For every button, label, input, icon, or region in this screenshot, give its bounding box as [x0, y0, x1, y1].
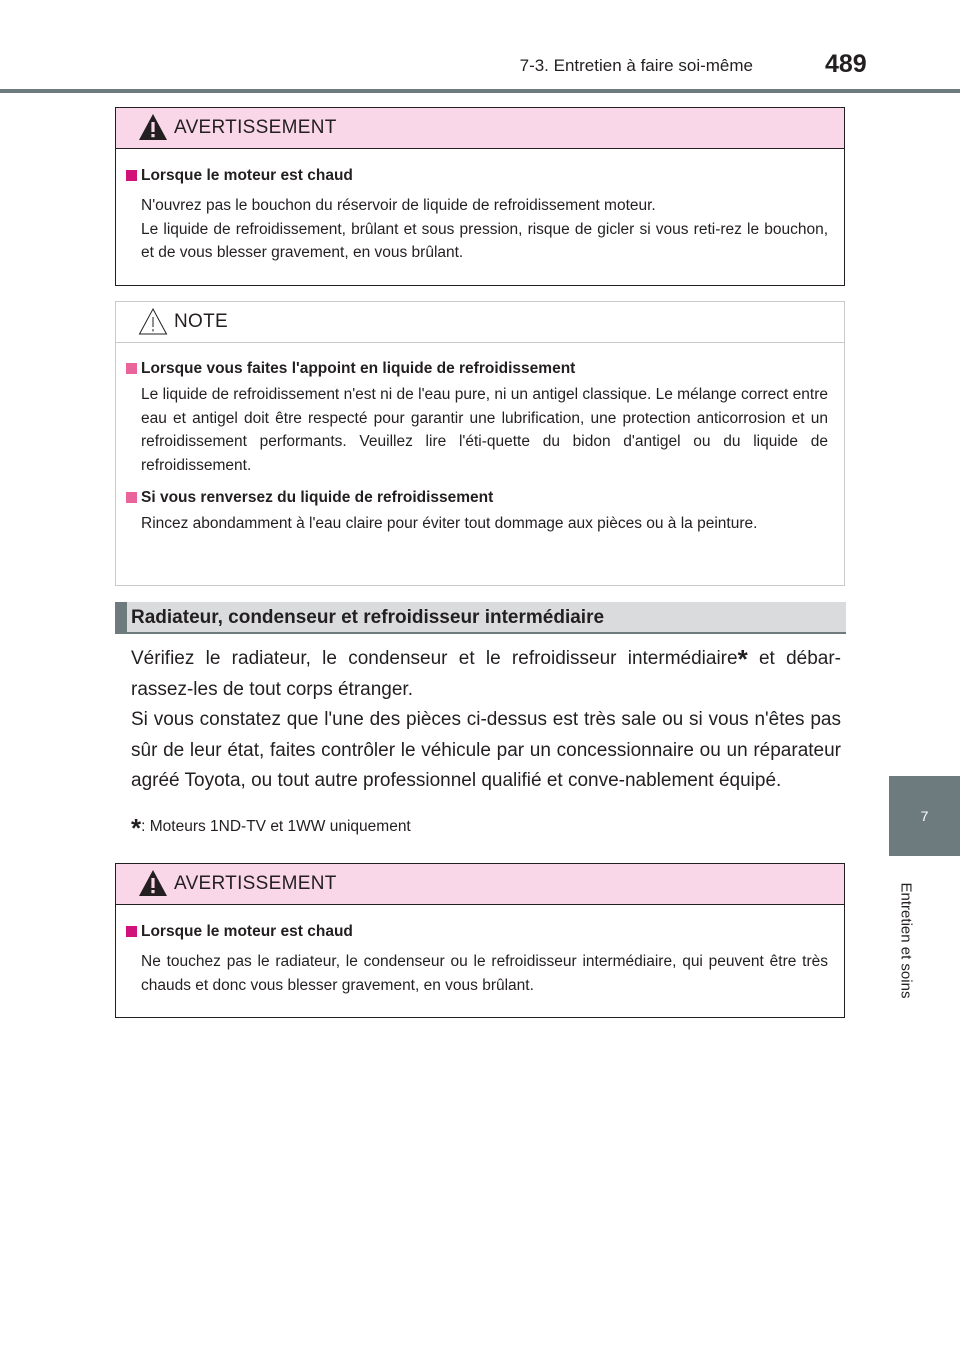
footnote-text: : Moteurs 1ND-TV et 1WW uniquement	[141, 818, 411, 835]
note-box-header	[116, 302, 844, 343]
note-item-heading	[126, 358, 828, 380]
warning-triangle-icon	[138, 113, 168, 141]
header-rule	[0, 89, 960, 93]
warning-item-heading-text: Lorsque le moteur est chaud	[141, 167, 353, 184]
note-item-text: Rincez abondamment à l'eau claire pour éviter tout dommage aux pièces ou à la peinture.	[141, 515, 758, 532]
footnote-marker: *	[737, 644, 748, 674]
warning-box-hot-radiator	[115, 863, 845, 1018]
note-box-coolant	[115, 301, 845, 586]
warning-item-heading	[126, 165, 828, 187]
section-title: Radiateur, condenseur et refroidisseur intermédiaire	[131, 607, 605, 628]
warning-item-text	[126, 194, 828, 265]
section-header	[115, 602, 846, 634]
caution-triangle-outline-icon	[138, 307, 168, 335]
warning-box-header	[116, 864, 844, 905]
warning-item-text: Ne touchez pas le radiateur, le condenseur ou le refroidisseur intermédiaire, qui peuvent être très chauds et donc vous blesser gravement, en vous brûlant.	[141, 953, 828, 994]
warning-box-hot-engine	[115, 107, 845, 286]
section-body	[131, 644, 841, 797]
footnote	[131, 813, 411, 843]
note-item-heading	[126, 487, 828, 509]
bullet-square-icon	[126, 363, 137, 374]
footnote-asterisk: *	[131, 813, 142, 843]
chapter-tab[interactable]: 7	[889, 776, 960, 856]
chapter-label	[888, 870, 924, 1010]
note-item-heading-text: Si vous renversez du liquide de refroidissement	[141, 489, 494, 506]
chapter-title: Entretien et soins	[897, 882, 915, 998]
warning-box-header	[116, 108, 844, 149]
note-item-text: Le liquide de refroidissement n'est ni de l'eau pure, ni un antigel classique. Le mélange correct entre eau et antigel doit être respecté pour garantir une lubrification, une protection anticorrosion et un refroidissement performants. Veuillez lire l'éti-quette du bidon d'antigel ou du liquide de refroidissement.	[141, 386, 828, 474]
note-title: NOTE	[174, 311, 228, 332]
warning-item-heading-text: Lorsque le moteur est chaud	[141, 923, 353, 940]
warning-triangle-icon	[138, 869, 168, 897]
body-paragraph-1-end: et débar-rassez-les de tout corps étranger.	[131, 648, 841, 700]
bullet-square-icon	[126, 170, 137, 181]
section-header-bar	[115, 602, 127, 633]
warning-item-line: N'ouvrez pas le bouchon du réservoir de liquide de refroidissement moteur.	[141, 197, 656, 214]
warning-item-line: Le liquide de refroidissement, brûlant et sous pression, risque de gicler si vous reti-rez le bouchon, et de vous blesser gravement, en vous brûlant.	[141, 220, 828, 261]
bullet-square-icon	[126, 926, 137, 937]
bullet-square-icon	[126, 492, 137, 503]
body-paragraph-1	[131, 644, 841, 705]
note-item	[126, 487, 828, 536]
body-paragraph-1-start: Vérifiez le radiateur, le condenseur et le refroidisseur intermédiaire	[131, 648, 738, 669]
warning-item-heading	[126, 921, 828, 943]
note-item-heading-text: Lorsque vous faites l'appoint en liquide de refroidissement	[141, 360, 576, 377]
header-section-title: 7-3. Entretien à faire soi-même	[519, 56, 753, 75]
warning-title: AVERTISSEMENT	[174, 117, 337, 138]
note-item	[126, 358, 828, 477]
warning-title: AVERTISSEMENT	[174, 873, 337, 894]
body-paragraph-2: Si vous constatez que l'une des pièces ci-dessus est très sale ou si vous n'êtes pas sûr de leur état, faites contrôler le véhicule par un concessionnaire ou un réparateur agréé Toyota, ou tout autre professionnel qualifié et conve-nablement équipé.	[131, 709, 841, 791]
page-number: 489	[825, 50, 867, 78]
